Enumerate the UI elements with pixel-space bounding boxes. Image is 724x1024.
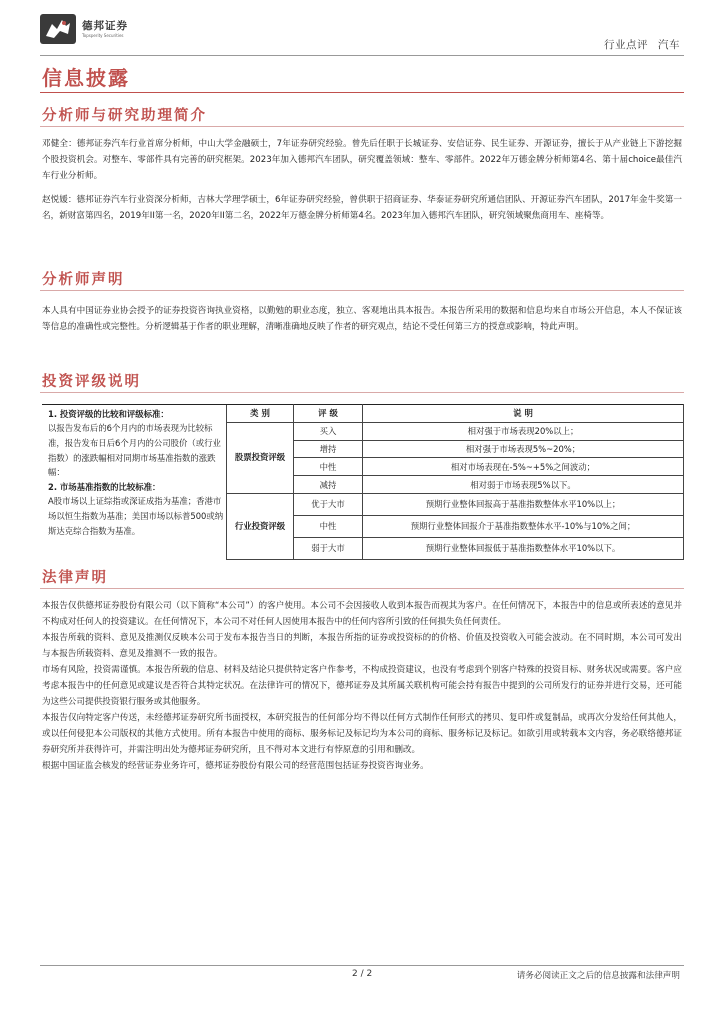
report-sector: 汽车	[658, 39, 680, 51]
criteria-text-1: 以报告发布后的6个月内的市场表现为比较标准，报告发布日后6个月内的公司股价（或行业指数）的涨跌幅相对同期市场基准指数的涨跌幅：	[48, 423, 221, 478]
desc-cell: 预期行业整体回报高于基准指数整体水平10%以上；	[363, 493, 684, 515]
statement-section-title: 分析师声明	[42, 272, 125, 288]
logo-text-en: Topsperity Securities	[82, 33, 124, 38]
desc-cell: 预期行业整体回报介于基准指数整体水平-10%与10%之间；	[363, 515, 684, 537]
rating-cell: 买入	[294, 422, 363, 440]
footer-divider	[40, 965, 684, 966]
footer-disclaimer: 请务必阅读正文之后的信息披露和法律声明	[516, 971, 680, 981]
desc-cell: 相对强于市场表现20%以上；	[363, 422, 684, 440]
desc-cell: 相对强于市场表现5%~20%；	[363, 440, 684, 458]
report-category	[604, 37, 680, 52]
analyst-statement: 本人具有中国证券业协会授予的证券投资咨询执业资格，以勤勉的职业态度，独立、客观地出具本报告。本报告所采用的数据和信息均来自市场公开信息，本人不保证该等信息的准确性或完整性。分析逻辑基于作者的职业理解，清晰准确地反映了作者的研究观点，结论不受任何第三方的授意或影响，特此声明。	[42, 306, 682, 332]
legal-section-divider	[40, 588, 684, 589]
table-row	[227, 537, 684, 559]
analyst-section-divider	[40, 126, 684, 127]
criteria-heading-1: 1. 投资评级的比较和评级标准：	[48, 409, 169, 419]
col-desc: 说 明	[363, 405, 684, 423]
page-title: 信息披露	[42, 66, 130, 90]
rating-cell: 减持	[294, 476, 363, 494]
legal-paragraph: 本报告仅供德邦证券股份有限公司（以下简称“本公司”）的客户使用。本公司不会因接收人收到本报告而视其为客户。在任何情况下，本报告中的信息或所表述的意见并不构成对任何人的投资建议。在任何情况下，本公司不对任何人因使用本报告中的任何内容所引致的任何损失负任何责任。	[42, 601, 682, 627]
rating-cell: 增持	[294, 440, 363, 458]
analyst-bio-2: 赵悦媛：德邦证券汽车行业资深分析师，吉林大学理学硕士，6年证券研究经验，曾供职于招商证券、华泰证券研究所通信团队、开源证券汽车团队，2017年金牛奖第一名，新财富第四名，2019年II第一名，2020年II第二名，2022年万德金牌分析师第4名。2023年加入德邦汽车团队，研究领域聚焦商用车、座椅等。	[42, 195, 682, 221]
page-number: 2 / 2	[352, 969, 373, 979]
table-row	[227, 458, 684, 476]
col-rating: 评 级	[294, 405, 363, 423]
header-divider	[40, 55, 684, 56]
legal-paragraph: 根据中国证监会核发的经营证券业务许可，德邦证券股份有限公司的经营范围包括证券投资咨询业务。	[42, 761, 429, 771]
title-divider	[40, 92, 684, 93]
rating-section-title: 投资评级说明	[42, 374, 141, 390]
rating-grid-header	[227, 405, 684, 423]
report-type: 行业点评	[604, 39, 648, 51]
table-row	[227, 422, 684, 440]
analyst-section-title: 分析师与研究助理简介	[42, 108, 207, 124]
rating-criteria	[42, 404, 226, 539]
table-row	[227, 515, 684, 537]
desc-cell: 预期行业整体回报低于基准指数整体水平10%以下。	[363, 537, 684, 559]
table-row	[227, 493, 684, 515]
rating-section-divider	[40, 392, 684, 393]
rating-cell: 中性	[294, 458, 363, 476]
criteria-text-2: A股市场以上证综指或深证成指为基准；香港市场以恒生指数为基准；美国市场以标普500或纳斯达克综合指数为基准。	[48, 496, 224, 536]
analyst-bio-1: 邓健全：德邦证券汽车行业首席分析师，中山大学金融硕士，7年证券研究经验。曾先后任职于长城证券、安信证券、民生证券、开源证券，擅长于从产业链上下游挖掘个股投资机会。对整车、零部件具有完善的研究框架。2023年加入德邦汽车团队，研究覆盖领域：整车、零部件。2022年万德金牌分析师第4名、第十届choice最佳汽车行业分析师。	[42, 139, 682, 181]
table-row	[227, 476, 684, 494]
rating-cell: 中性	[294, 515, 363, 537]
desc-cell: 相对弱于市场表现5%以下。	[363, 476, 684, 494]
legal-section-title: 法律声明	[42, 570, 108, 586]
legal-paragraph: 本报告仅向特定客户传送，未经德邦证券研究所书面授权，本研究报告的任何部分均不得以任何方式制作任何形式的拷贝、复印件或复制品，或再次分发给任何其他人，或以任何侵犯本公司版权的其他方式使用。所有本报告中使用的商标、服务标记及标记均为本公司的商标、服务标记及标记。如欲引用或转载本文内容，务必联络德邦证券研究所并获得许可，并需注明出处为德邦证券研究所，且不得对本文进行有悖原意的引用和删改。	[42, 713, 682, 755]
logo-text-cn: 德邦证券	[82, 20, 128, 32]
col-type: 类 别	[227, 405, 294, 423]
logo-mark-icon	[40, 14, 76, 44]
rating-cell: 优于大市	[294, 493, 363, 515]
legal-statement	[42, 598, 682, 774]
industry-rating-category: 行业投资评级	[227, 493, 294, 559]
table-row	[227, 440, 684, 458]
rating-cell: 弱于大市	[294, 537, 363, 559]
stock-rating-category: 股票投资评级	[227, 422, 294, 493]
criteria-heading-2: 2. 市场基准指数的比较标准：	[48, 482, 161, 493]
company-logo	[40, 14, 150, 46]
desc-cell: 相对市场表现在-5%~+5%之间波动；	[363, 458, 684, 476]
rating-grid	[226, 404, 684, 560]
statement-section-divider	[40, 290, 684, 291]
legal-paragraph: 本报告所载的资料、意见及推测仅反映本公司于发布本报告当日的判断，本报告所指的证券或投资标的的价格、价值及投资收入可能会波动。在不同时期，本公司可发出与本报告所载资料、意见及推测不一致的报告。	[42, 633, 682, 659]
legal-paragraph: 市场有风险，投资需谨慎。本报告所载的信息、材料及结论只提供特定客户作参考，不构成投资建议，也没有考虑到个别客户特殊的投资目标、财务状况或需要。客户应考虑本报告中的任何意见或建议是否符合其特定状况。在法律许可的情况下，德邦证券及其所属关联机构可能会持有报告中提到的公司所发行的证券并进行交易，还可能为这些公司提供投资银行服务或其他服务。	[42, 665, 682, 707]
